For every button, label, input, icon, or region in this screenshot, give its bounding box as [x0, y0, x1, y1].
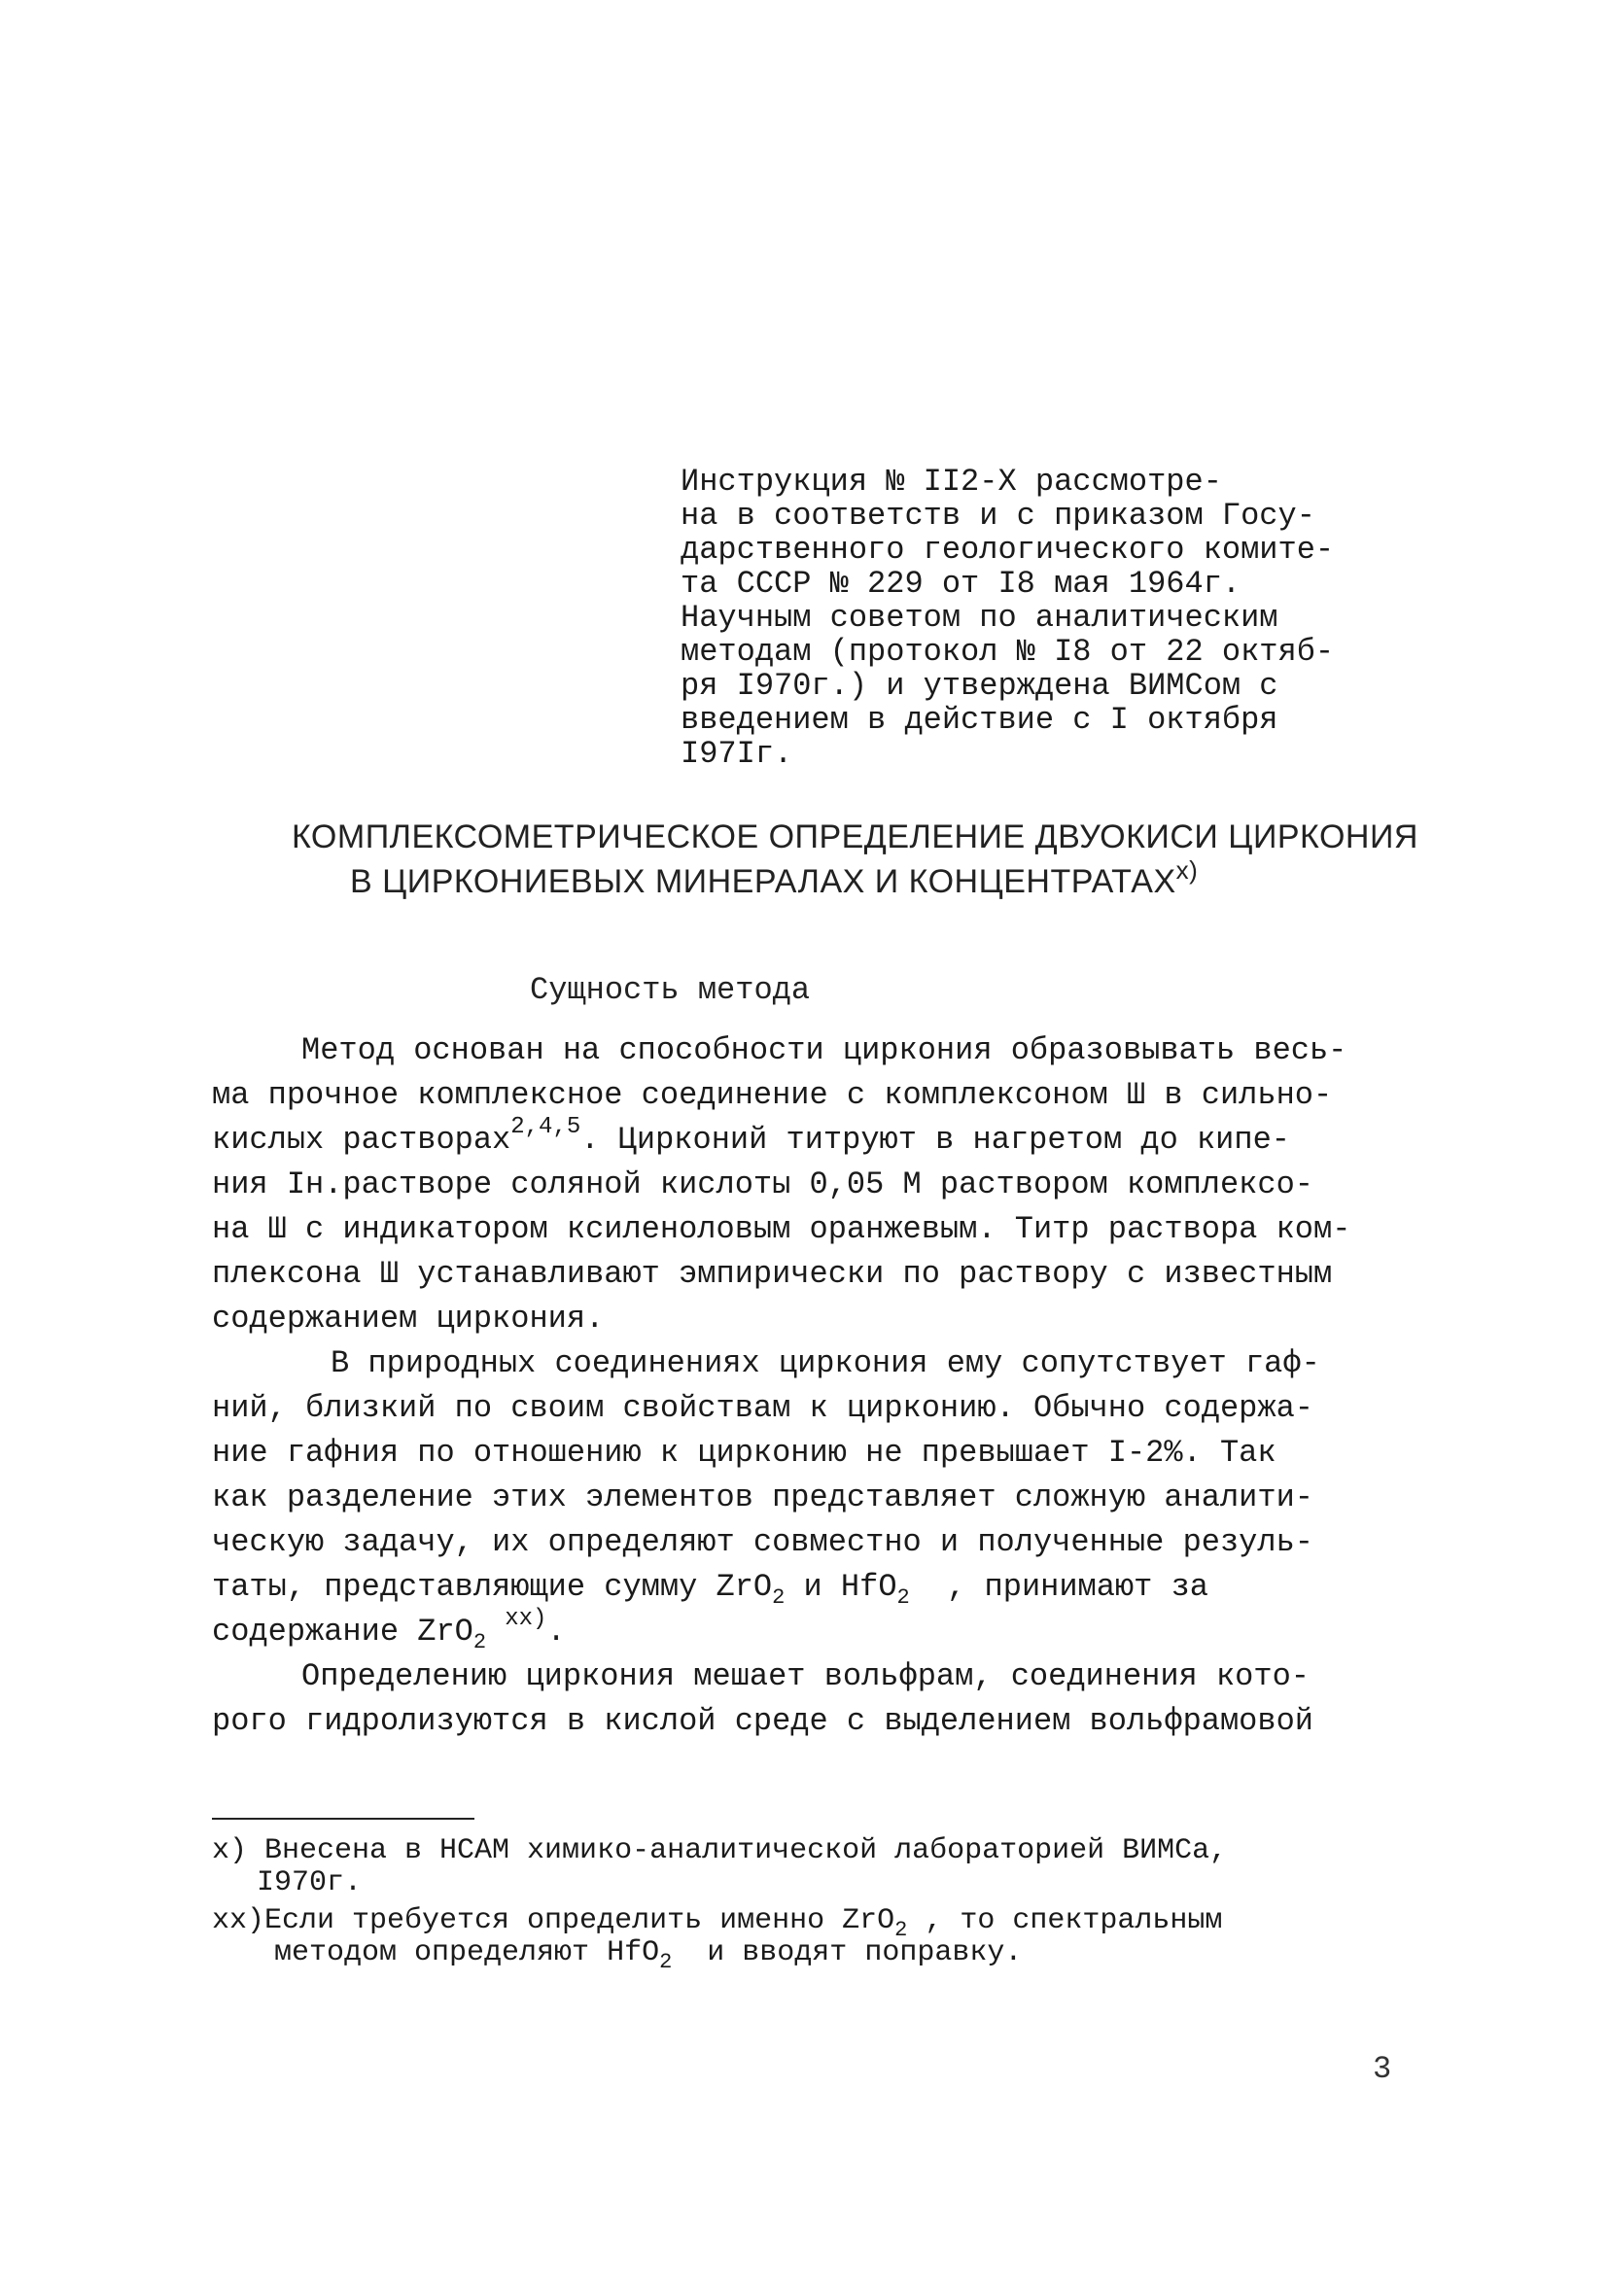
reference-numbers: 2,4,5 — [510, 1114, 581, 1140]
body-line: ческую задачу, их определяют совместно и полученные резуль- — [212, 1524, 1313, 1560]
footnote-divider — [212, 1818, 474, 1820]
body-line: как разделение этих элементов представляет сложную аналити- — [212, 1479, 1313, 1515]
approval-line: та СССР № 229 от I8 мая 1964г. — [681, 566, 1241, 602]
formula-subscript: 2 — [772, 1585, 786, 1610]
section-heading: Сущность метода — [530, 972, 811, 1008]
hafnium-dioxide-formula: HfO — [840, 1569, 897, 1605]
approval-line: Инструкция № II2-Х рассмотре- — [681, 464, 1222, 500]
approval-line: методам (протокол № I8 от 22 октяб- — [681, 634, 1335, 670]
title-line-2-text: В ЦИРКОНИЕВЫХ МИНЕРАЛАХ И КОНЦЕНТРАТАХ — [350, 863, 1176, 900]
footnote-line: х) Внесена в НСАМ химико-аналитической лабораторией ВИМСа, — [212, 1834, 1228, 1867]
approval-note — [681, 465, 1419, 771]
body-text-run: . — [546, 1614, 566, 1650]
formula-subscript: 2 — [896, 1585, 910, 1610]
hafnium-dioxide-formula: HfO — [607, 1936, 660, 1969]
body-line — [212, 1565, 1427, 1610]
footnotes — [212, 1834, 1427, 1974]
body-text-run: таты, представляющие сумму — [212, 1569, 717, 1605]
body-line: ние гафния по отношению к цирконию не превышает I-2%. Так — [212, 1435, 1276, 1471]
body-line: ния Iн.растворе соляной кислоты 0,05 М раствором комплексо- — [212, 1166, 1313, 1202]
body-line: на Ш с индикатором ксиленоловым оранжевым. Титр раствора ком- — [212, 1211, 1351, 1247]
approval-line: введением в действие с I октября — [681, 702, 1278, 738]
footnote-text-run: и вводят поправку. — [672, 1936, 1023, 1969]
body-line: Метод основан на способности циркония образовывать весь- — [301, 1032, 1347, 1068]
footnote-text-run: методом определяют — [274, 1936, 608, 1969]
title-line-1: КОМПЛЕКСОМЕТРИЧЕСКОЕ ОПРЕДЕЛЕНИЕ ДВУОКИСИ ЦИРКОНИЯ — [292, 818, 1418, 855]
footnote-text-run: хх)Если требуется определить именно — [212, 1904, 843, 1937]
approval-line: ря I970г.) и утверждена ВИМСом с — [681, 668, 1278, 704]
footnote-mark: хх) — [505, 1606, 547, 1632]
title-line-2 — [292, 855, 1361, 904]
approval-line: I97Iг. — [681, 736, 793, 772]
approval-line: дарственного геологического комите- — [681, 532, 1335, 568]
body-line: содержанием циркония. — [212, 1301, 605, 1337]
formula-subscript: 2 — [659, 1950, 673, 1974]
body-text-run: , принимают за — [909, 1569, 1208, 1605]
body-text-run: кислых растворах — [212, 1122, 511, 1158]
footnote-line: I970г. — [257, 1866, 363, 1899]
zirconium-dioxide-formula: ZrO — [417, 1614, 473, 1650]
body-line: Определению циркония мешает вольфрам, соединения кото- — [301, 1658, 1310, 1694]
body-text — [212, 1028, 1427, 1744]
formula-subscript: 2 — [894, 1918, 908, 1942]
document-title — [292, 815, 1418, 904]
footnote-line — [212, 1936, 1427, 1974]
body-line: ма прочное комплексное соединение с комплексоном Ш в сильно- — [212, 1077, 1333, 1113]
zirconium-dioxide-formula: ZrO — [842, 1904, 895, 1937]
footnote-line — [212, 1904, 1427, 1942]
body-line: ний, близкий по своим свойствам к цирконию. Обычно содержа- — [212, 1390, 1313, 1426]
body-text-run: содержание — [212, 1614, 418, 1650]
body-line — [212, 1606, 1427, 1654]
footnote-text-run: , то спектральным — [907, 1904, 1223, 1937]
approval-line: на в соответств и с приказом Госу- — [681, 498, 1315, 534]
title-footnote-mark: х) — [1175, 855, 1199, 885]
page-number: 3 — [1373, 2051, 1392, 2087]
body-line — [212, 1114, 1427, 1163]
body-line: рого гидролизуются в кислой среде с выделением вольфрамовой — [212, 1703, 1313, 1739]
formula-subscript: 2 — [472, 1630, 487, 1654]
body-text-run: и — [785, 1569, 841, 1605]
zirconium-dioxide-formula: ZrO — [716, 1569, 773, 1605]
body-line: В природных соединениях циркония ему сопутствует гаф- — [331, 1345, 1320, 1381]
body-line: плексона Ш устанавливают эмпирически по раствору с известным — [212, 1256, 1333, 1292]
approval-line: Научным советом по аналитическим — [681, 600, 1278, 636]
body-text-run: . Цирконий титруют в нагретом до кипе- — [580, 1122, 1290, 1158]
